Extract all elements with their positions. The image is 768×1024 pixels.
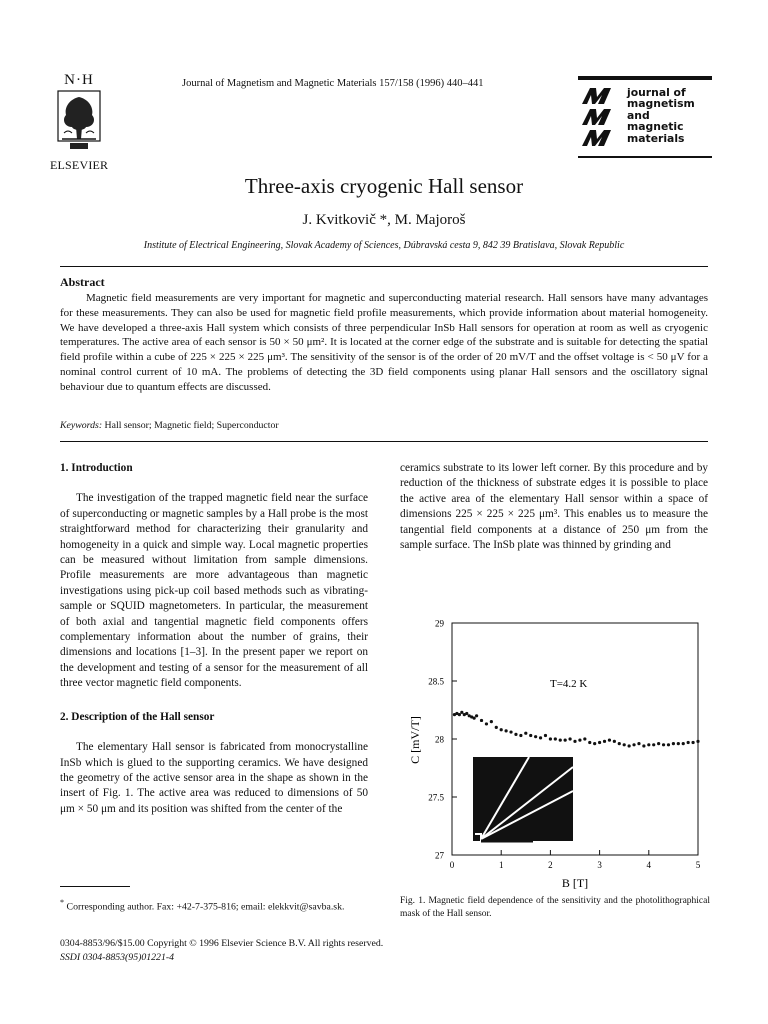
x-tick-label: 2	[548, 860, 553, 870]
data-point	[642, 744, 645, 747]
data-point	[677, 742, 680, 745]
data-point	[623, 743, 626, 746]
data-point	[505, 729, 508, 732]
data-point	[667, 743, 670, 746]
journal-logo-line: journal of	[627, 86, 686, 99]
data-point	[608, 739, 611, 742]
abstract-text: Magnetic field measurements are very important for magnetic and superconducting material research. Hall sensors have many advantages for these measurements. They can also be used for magnetic field profile measurements, which provide information about material homogeneity. We have developed a three-axis Hall system which consists of three perpendicular InSb Hall sensors for operation at room as well as cryogenic temperatures. The active area of each sensor is 50 × 50 μm². It is located at the corner edge of the substrate and is suitable for detecting the spatial field profile within a cube of 225 × 225 × 225 μm³. The sensitivity of the sensor is of the order of 20 mV/T and the offset voltage is < 50 μV for a nominal control current of 10 mA. The problems of detecting the 3D field components using planar Hall sensors and the oscillatory signal behaviour due to quantum effects are discussed.	[60, 292, 708, 393]
mask-inset	[473, 757, 573, 841]
data-point	[583, 737, 586, 740]
article-authors: J. Kvitkovič *, M. Majoroš	[302, 212, 466, 228]
data-point	[568, 737, 571, 740]
data-point	[687, 741, 690, 744]
y-tick-label: 28	[435, 734, 444, 745]
y-tick-label: 28.5	[428, 676, 444, 687]
footnote	[60, 896, 368, 913]
x-tick-label: 5	[695, 860, 701, 870]
copyright-line: 0304-8853/96/$15.00 Copyright © 1996 Elsevier Science B.V. All rights reserved.	[60, 938, 384, 949]
data-point	[524, 732, 527, 735]
data-point	[544, 734, 547, 737]
data-point	[554, 737, 557, 740]
data-point	[598, 741, 601, 744]
data-point	[618, 742, 621, 745]
left-column	[60, 461, 368, 817]
figure-1	[405, 612, 715, 902]
journal-logo-line: magnetism	[627, 97, 695, 111]
keywords-label: Keywords:	[60, 420, 103, 431]
publisher-mark: N·H	[64, 72, 94, 88]
data-point	[534, 735, 537, 738]
data-point	[682, 742, 685, 745]
description-paragraph: The elementary Hall sensor is fabricated from monocrystalline InSb which is glued to the supporting ceramics. We have designed the geometry of the active sensor area in the shape as shown in the insert of Fig. 1. The active area was reduced to dimensions of 50 μm × 50 μm and its position was shifted from the center of the	[60, 741, 368, 815]
author-affiliation: Institute of Electrical Engineering, Slovak Academy of Sciences, Dúbravská cesta 9, 842 39 Bratislava, Slovak Republic	[143, 240, 625, 251]
data-point	[485, 722, 488, 725]
section-heading-description: 2. Description of the Hall sensor	[60, 710, 215, 723]
data-point	[458, 713, 461, 716]
data-point	[519, 734, 522, 737]
data-point	[672, 742, 675, 745]
data-point	[691, 741, 694, 744]
data-point	[578, 739, 581, 742]
footnote-text: Corresponding author. Fax: +42-7-375-816; email: elekkvit@savba.sk.	[66, 901, 345, 913]
divider	[60, 266, 708, 267]
data-point	[480, 719, 483, 722]
data-point	[549, 737, 552, 740]
copyright-block	[60, 937, 383, 964]
data-point	[593, 742, 596, 745]
data-point	[652, 743, 655, 746]
x-tick-label: 1	[498, 860, 504, 870]
y-axis-label: C [mV/T]	[408, 716, 422, 764]
continued-paragraph: ceramics substrate to its lower left corner. By this procedure and by reduction of the thickness of substrate edges it is possible to place the active area of the elementary Hall sensor within a space of dimensions 225 × 225 × 225 μm³. This enables us to measure the tangential field components at a distance of 250 μm from the sample surface. The InSb plate was thinned by grinding and	[400, 462, 708, 552]
y-tick-label: 27.5	[428, 792, 444, 803]
data-point	[490, 720, 493, 723]
data-point	[529, 734, 532, 737]
data-point	[603, 740, 606, 743]
right-column	[400, 461, 708, 553]
journal-logo-line: and	[627, 108, 650, 122]
y-tick-label: 27	[435, 850, 444, 861]
data-point	[588, 741, 591, 744]
x-tick-label: 4	[646, 860, 652, 870]
journal-logo-line: magnetic	[627, 120, 684, 134]
sensitivity-chart	[405, 612, 715, 902]
data-point	[613, 740, 616, 743]
footnote-marker: *	[60, 898, 65, 907]
data-point	[657, 742, 660, 745]
introduction-paragraph: The investigation of the trapped magnetic field near the surface of superconducting or magnetic samples by a Hall probe is the most straightforward method for characterizing their granularity and homogeneity in a quick and simple way. Local magnetic properties can be measured without limitation from sample dimensions. Profile measurements are more advantageous than magnetic investigations using pick-up coil based methods such as vibrating-sample or SQUID magnetometers. In particular, the measurement of both axial and tangential magnetic field components offers complementary information about the number of grains, their dimensions and locations [1–3]. In the present paper we report on the development and testing of a sensor for the measurement of all three vector magnetic field components.	[60, 492, 368, 690]
data-point	[573, 740, 576, 743]
data-point	[465, 712, 468, 715]
data-point	[500, 728, 503, 731]
footnote-divider	[60, 886, 130, 887]
data-point	[473, 717, 476, 720]
data-point	[509, 730, 512, 733]
data-point	[628, 744, 631, 747]
data-point	[632, 743, 635, 746]
data-point	[460, 711, 463, 714]
data-point	[539, 736, 542, 739]
y-tick-label: 29	[435, 618, 444, 629]
elsevier-tree-icon	[56, 89, 102, 151]
ssdi-line: SSDI 0304-8853(95)01221-4	[60, 951, 175, 963]
temperature-annotation: T=4.2 K	[550, 678, 588, 690]
journal-logo-line: materials	[627, 131, 685, 145]
data-point	[647, 743, 650, 746]
data-point	[637, 742, 640, 745]
x-axis-label: B [T]	[561, 876, 589, 890]
keywords-line	[60, 420, 279, 431]
data-point	[514, 733, 517, 736]
data-point	[696, 740, 699, 743]
data-point	[559, 739, 562, 742]
x-tick-label: 0	[449, 860, 455, 870]
journal-m-icon	[580, 86, 624, 148]
data-point	[662, 743, 665, 746]
figure-caption: Fig. 1. Magnetic field dependence of the sensitivity and the photolithographical mask of the Hall sensor.	[400, 896, 710, 919]
journal-logo	[578, 76, 712, 158]
divider	[60, 441, 708, 442]
publisher-name: ELSEVIER	[50, 158, 109, 172]
data-point	[495, 726, 498, 729]
data-point	[564, 739, 567, 742]
section-heading-introduction: 1. Introduction	[60, 462, 133, 474]
journal-reference: Journal of Magnetism and Magnetic Materials 157/158 (1996) 440–441	[182, 78, 484, 89]
keywords-text: Hall sensor; Magnetic field; Superconductor	[104, 420, 279, 431]
publisher-logo	[50, 72, 122, 173]
x-tick-label: 3	[597, 860, 602, 870]
abstract-heading: Abstract	[60, 275, 105, 289]
journal-logo-text	[627, 87, 695, 144]
article-title: Three-axis cryogenic Hall sensor	[244, 174, 524, 198]
data-point	[475, 714, 478, 717]
